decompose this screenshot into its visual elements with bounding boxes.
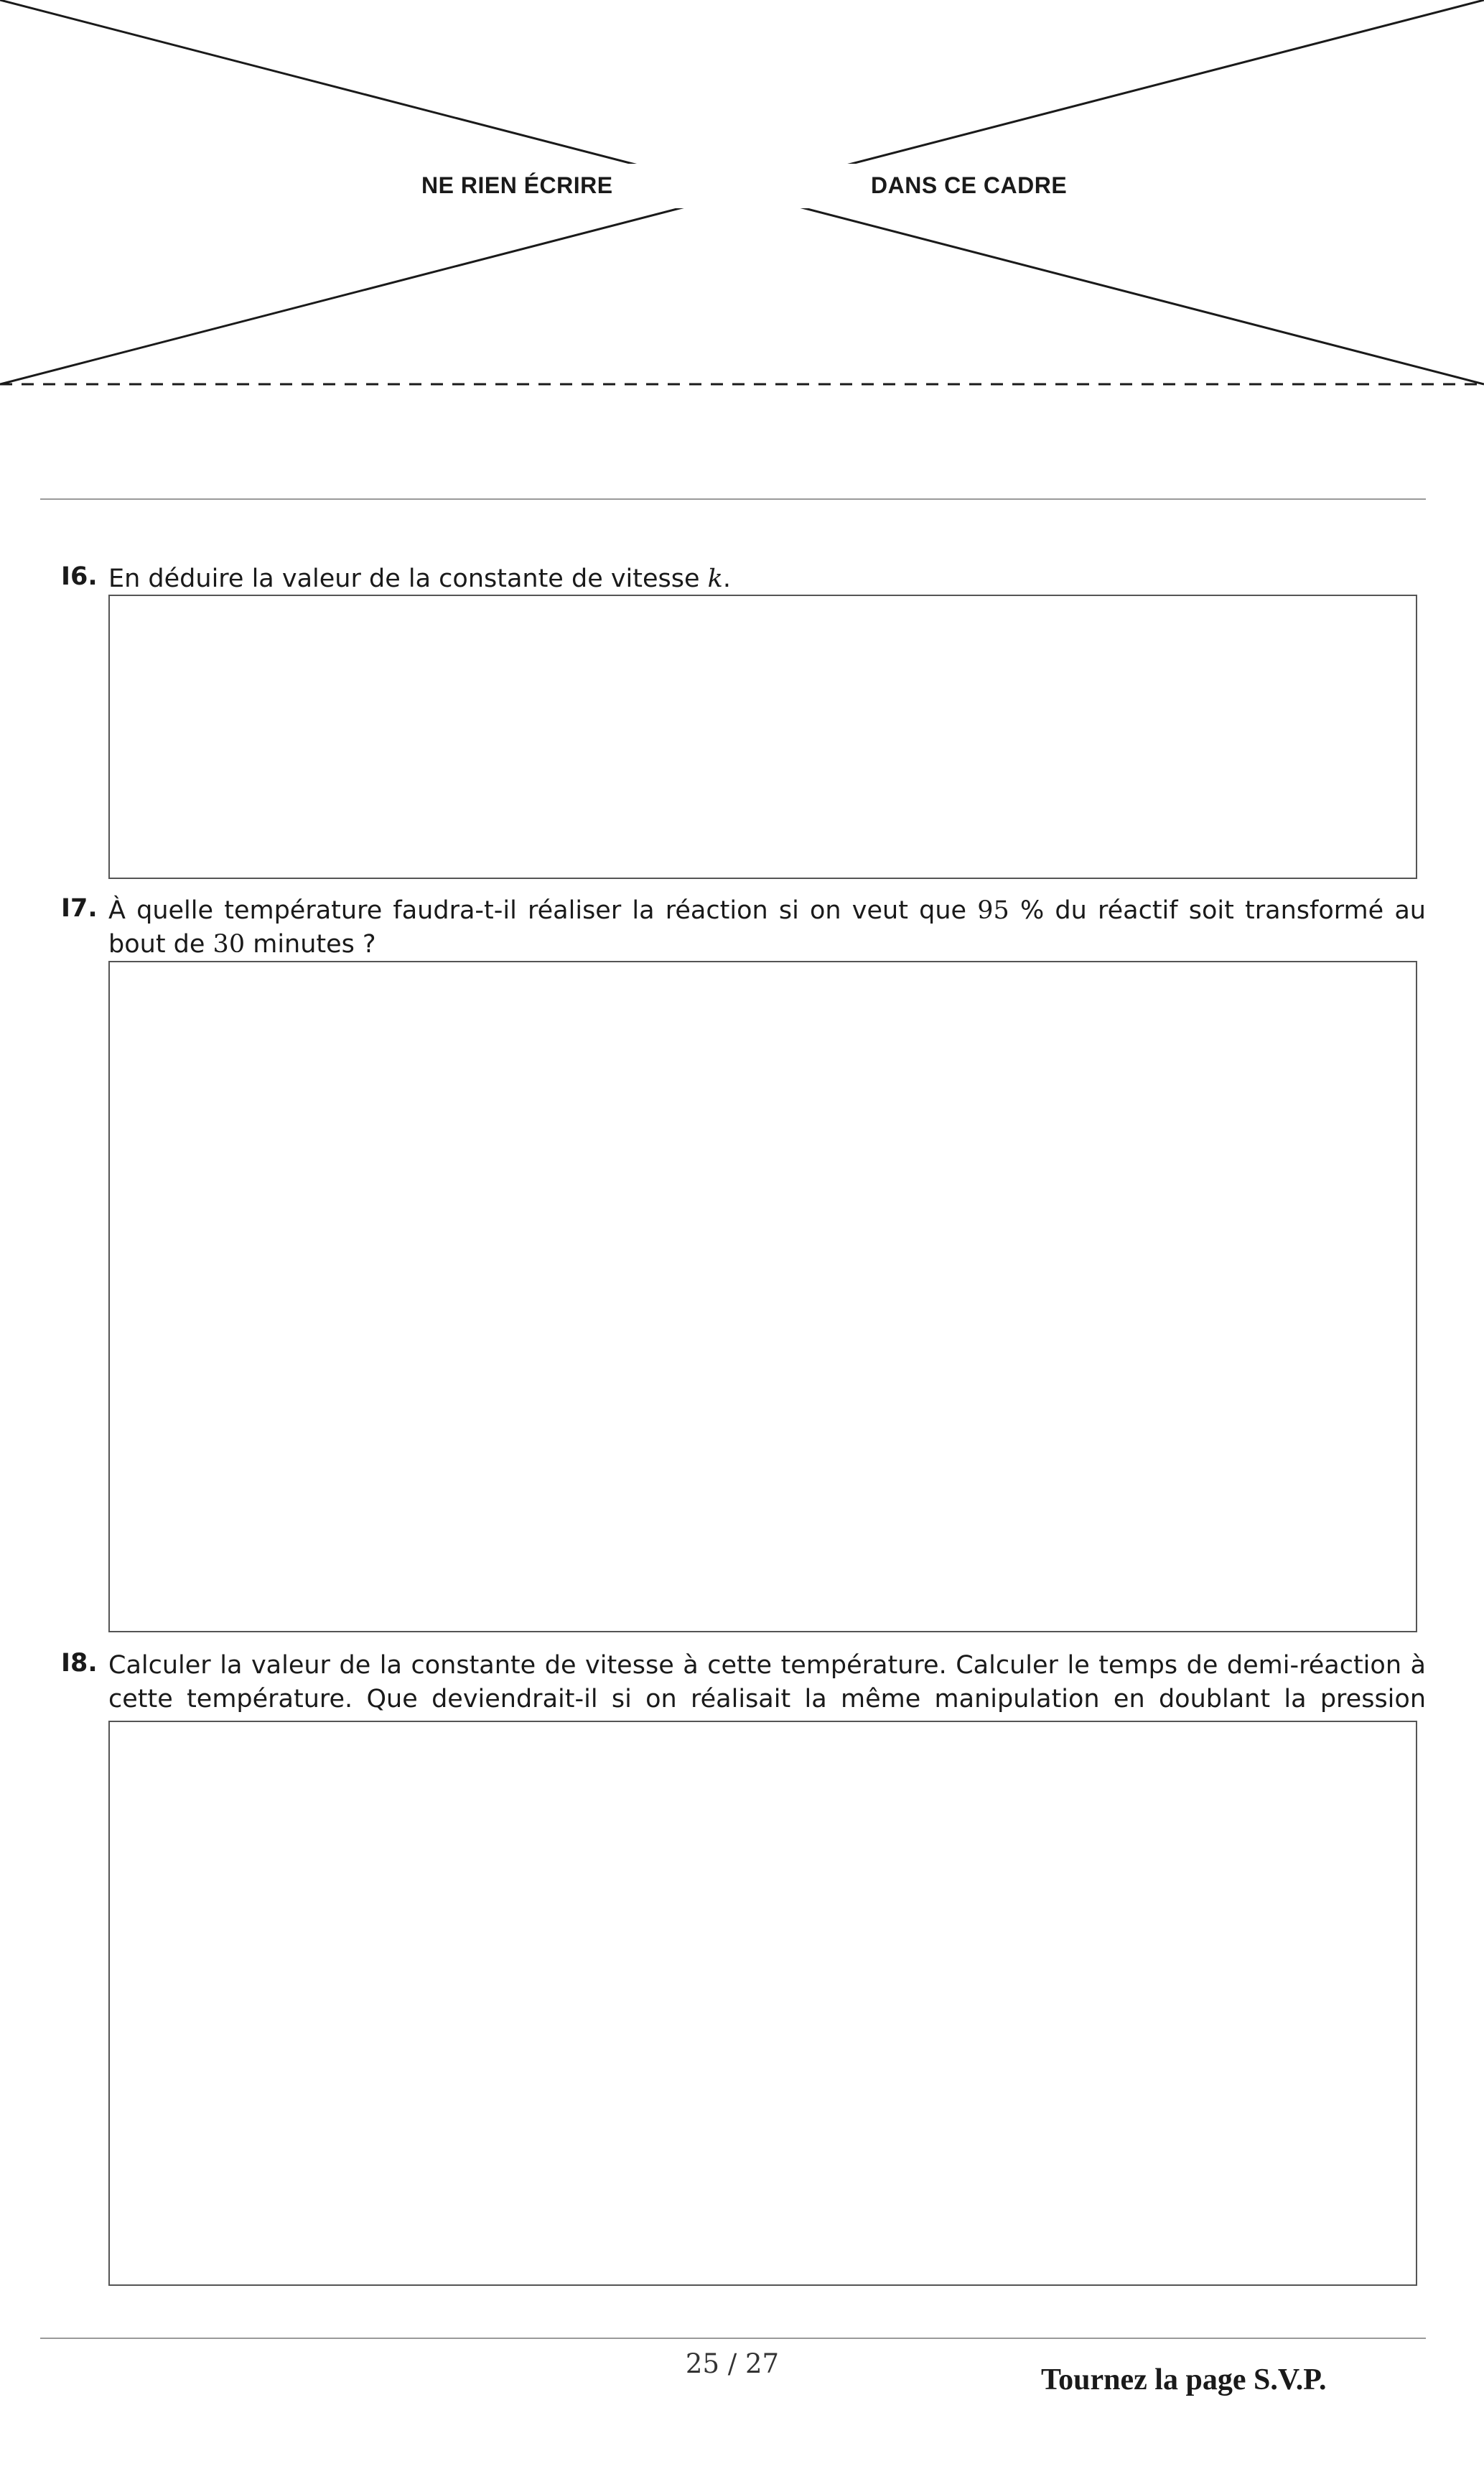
no-write-frame — [0, 0, 1484, 402]
answer-box-i7[interactable] — [108, 961, 1417, 1632]
math-k: k — [707, 564, 723, 593]
answer-box-i6[interactable] — [108, 595, 1417, 879]
question-i7-part3: minutes ? — [245, 930, 376, 959]
question-i6-text-before: En déduire la valeur de la constante de vitesse — [108, 564, 708, 593]
question-text-i7 — [108, 894, 1426, 962]
question-i7-part1: À quelle température faudra-t-il réaliser la réaction si on veut que — [108, 896, 978, 925]
question-i6-text-after: . — [722, 564, 732, 593]
top-rule — [40, 498, 1426, 500]
answer-box-i8[interactable] — [108, 1721, 1417, 2286]
question-number-i7: I7. — [61, 894, 98, 923]
turn-page-note: Tournez la page S.V.P. — [1041, 2363, 1327, 2396]
question-text-i6 — [108, 562, 1426, 596]
value-30: 30 — [213, 930, 246, 959]
question-number-i8: I8. — [61, 1649, 98, 1678]
header-left-label: NE RIEN ÉCRIRE — [421, 172, 613, 198]
value-95: 95 — [977, 896, 1009, 925]
question-number-i6: I6. — [61, 562, 98, 591]
page-number: 25 / 27 — [685, 2348, 780, 2379]
question-i7-part2: % du réactif soit transformé au bout de — [108, 896, 1426, 959]
header-right-label: DANS CE CADRE — [871, 172, 1068, 198]
bottom-rule — [40, 2338, 1426, 2339]
question-text-i8: Calculer la valeur de la constante de vitesse à cette température. Calculer le temps de demi-réaction à cette température. Que deviendrait-il si on réalisait la même manipulation en doublant la pression — [108, 1651, 1426, 1713]
